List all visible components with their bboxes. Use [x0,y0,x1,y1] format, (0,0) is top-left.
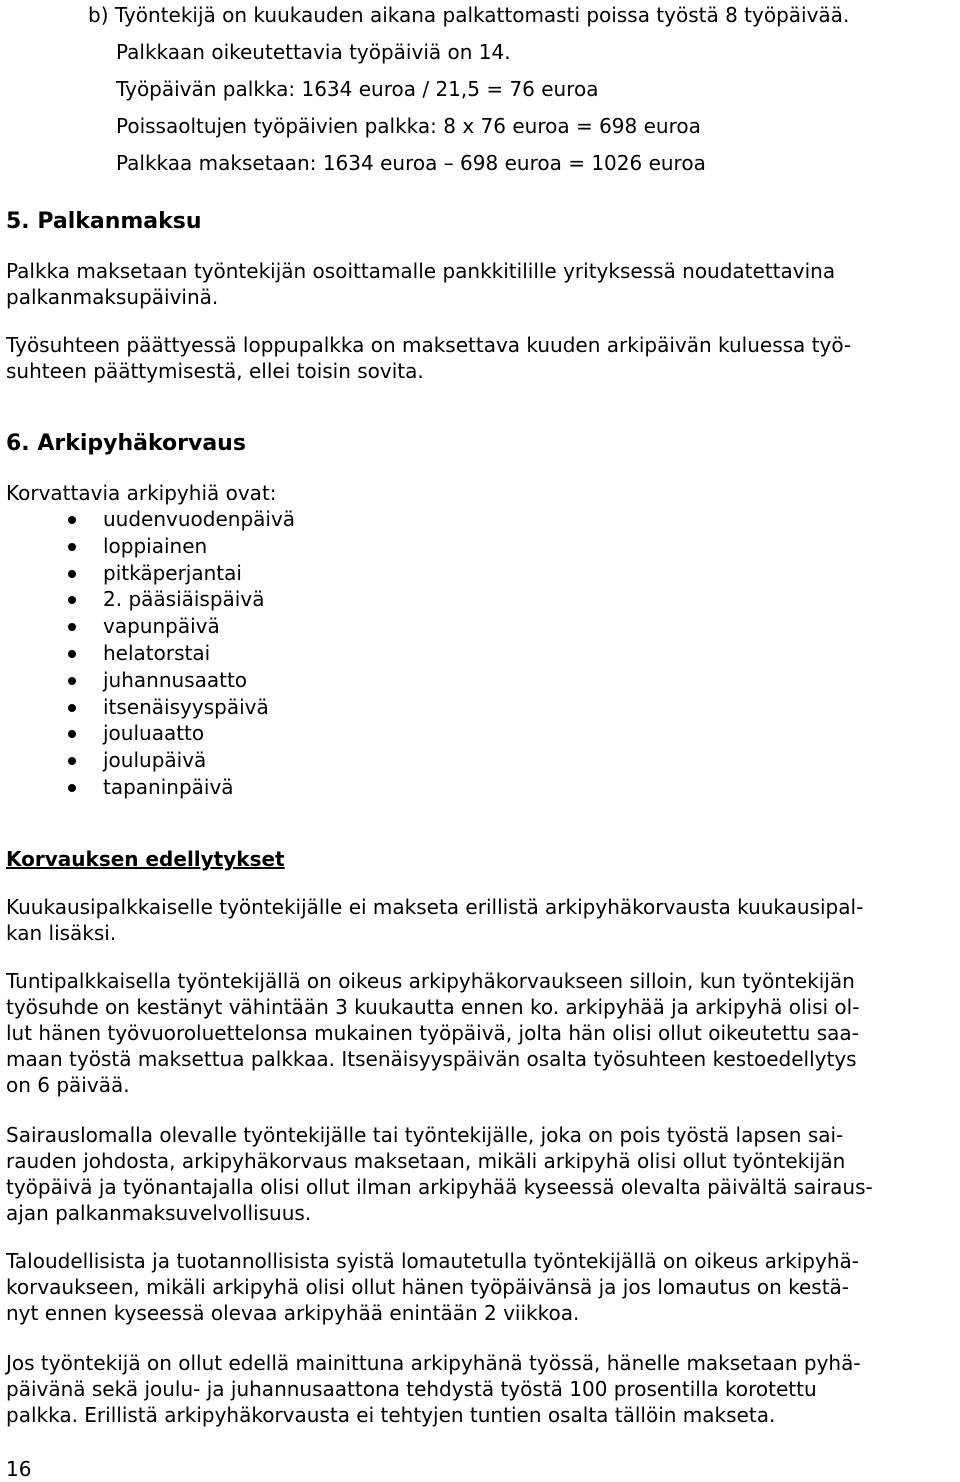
text-line: nyt ennen kyseessä olevaa arkipyhää enintään 2 viikkoa. [6,1301,580,1325]
list-item [6,747,295,774]
conditions-paragraph [6,894,956,946]
text-line: Tuntipalkkaisella työntekijällä on oikeus arkipyhäkorvaukseen silloin, kun työntekijän [6,969,855,993]
text-line: kan lisäksi. [6,921,117,945]
example-b-line: Palkkaan oikeutettavia työpäiviä on 14. [116,40,511,64]
bullet-icon [68,650,76,658]
text-line: on 6 päivää. [6,1073,130,1097]
text-line: päivänä sekä joulu- ja juhannusaattona tehdystä työstä 100 prosentilla korotettu [6,1377,817,1401]
section-5-paragraph [6,332,956,384]
holiday-label: 2. pääsiäispäivä [103,587,265,612]
example-b-line: Työpäivän palkka: 1634 euroa / 21,5 = 76 euroa [116,77,599,101]
text-line: lut hänen työvuoroluettelonsa mukainen työpäivä, jolta hän olisi ollut oikeutettu saa- [6,1021,859,1045]
holiday-label: pitkäperjantai [103,560,242,585]
text-line: palkanmaksupäivinä. [6,285,219,309]
example-b-line: b) Työntekijä on kuukauden aikana palkattomasti poissa työstä 8 työpäivää. [88,3,850,27]
holiday-label: joulupäivä [103,748,207,773]
section-5-paragraph [6,258,956,310]
list-item [6,720,295,747]
conditions-heading: Korvauksen edellytykset [6,847,285,871]
holiday-label: jouluaatto [103,721,205,746]
text-line: työpäivä ja työnantajalla olisi ollut ilman arkipyhää kyseessä olevalta päivältä sairaus- [6,1175,873,1199]
bullet-icon [68,516,76,524]
text-line: Kuukausipalkkaiselle työntekijälle ei makseta erillistä arkipyhäkorvausta kuukausipal- [6,895,864,919]
page-number: 16 [6,1457,32,1481]
holiday-label: vapunpäivä [103,614,220,639]
conditions-paragraph [6,1122,956,1226]
holiday-list [6,506,295,801]
list-item [6,613,295,640]
list-item [6,774,295,801]
text-line: Taloudellisista ja tuotannollisista syistä lomautetulla työntekijällä on oikeus arkipyhä- [6,1249,859,1273]
text-line: Työsuhteen päättyessä loppupalkka on maksettava kuuden arkipäivän kuluessa työ- [6,333,852,357]
list-item [6,533,295,560]
holiday-label: juhannusaatto [103,667,248,692]
example-b-block [88,2,849,187]
bullet-icon [68,677,76,685]
text-line: palkka. Erillistä arkipyhäkorvausta ei tehtyjen tuntien osalta tällöin makseta. [6,1403,776,1427]
holiday-label: loppiainen [103,533,208,558]
holiday-label: uudenvuodenpäivä [103,507,296,531]
list-item [6,586,295,613]
example-b-line: Poissaoltujen työpäivien palkka: 8 x 76 euroa = 698 euroa [116,114,701,138]
bullet-icon [68,730,76,738]
text-line: korvaukseen, mikäli arkipyhä olisi ollut hänen työpäivänsä ja jos lomautus on kestä- [6,1275,850,1299]
text-line: Sairauslomalla olevalle työntekijälle tai työntekijälle, joka on pois työstä lapsen sai- [6,1123,844,1147]
text-line: maan työstä maksettua palkkaa. Itsenäisyyspäivän osalta työsuhteen kestoedellytys [6,1047,857,1071]
text-line: Palkka maksetaan työntekijän osoittamalle pankkitilille yrityksessä noudatettavina [6,259,836,283]
holiday-label: itsenäisyyspäivä [103,694,269,719]
list-item [6,694,295,721]
holiday-label: tapaninpäivä [103,774,234,799]
bullet-icon [68,757,76,765]
bullet-icon [68,623,76,631]
bullet-icon [68,704,76,712]
list-item [6,506,295,533]
section-5-heading: 5. Palkanmaksu [6,209,202,234]
list-item [6,560,295,587]
bullet-icon [68,543,76,551]
bullet-icon [68,596,76,604]
text-line: Jos työntekijä on ollut edellä mainittuna arkipyhänä työssä, hänelle maksetaan pyhä- [6,1351,861,1375]
list-item [6,640,295,667]
holiday-label: helatorstai [103,640,211,665]
bullet-icon [68,570,76,578]
conditions-paragraph [6,1350,956,1428]
text-line: rauden johdosta, arkipyhäkorvaus maksetaan, mikäli arkipyhä olisi ollut työntekijän [6,1149,846,1173]
section-6-heading: 6. Arkipyhäkorvaus [6,431,246,456]
conditions-paragraph [6,968,956,1098]
text-line: ajan palkanmaksuvelvollisuus. [6,1201,312,1225]
example-b-line: Palkkaa maksetaan: 1634 euroa – 698 euroa = 1026 euroa [116,151,706,175]
text-line: suhteen päättymisestä, ellei toisin sovita. [6,359,424,383]
text-line: työsuhde on kestänyt vähintään 3 kuukautta ennen ko. arkipyhää ja arkipyhä olisi ol- [6,995,860,1019]
conditions-paragraph [6,1248,956,1326]
list-item [6,667,295,694]
holidays-intro: Korvattavia arkipyhiä ovat: [6,481,277,505]
bullet-icon [68,784,76,792]
